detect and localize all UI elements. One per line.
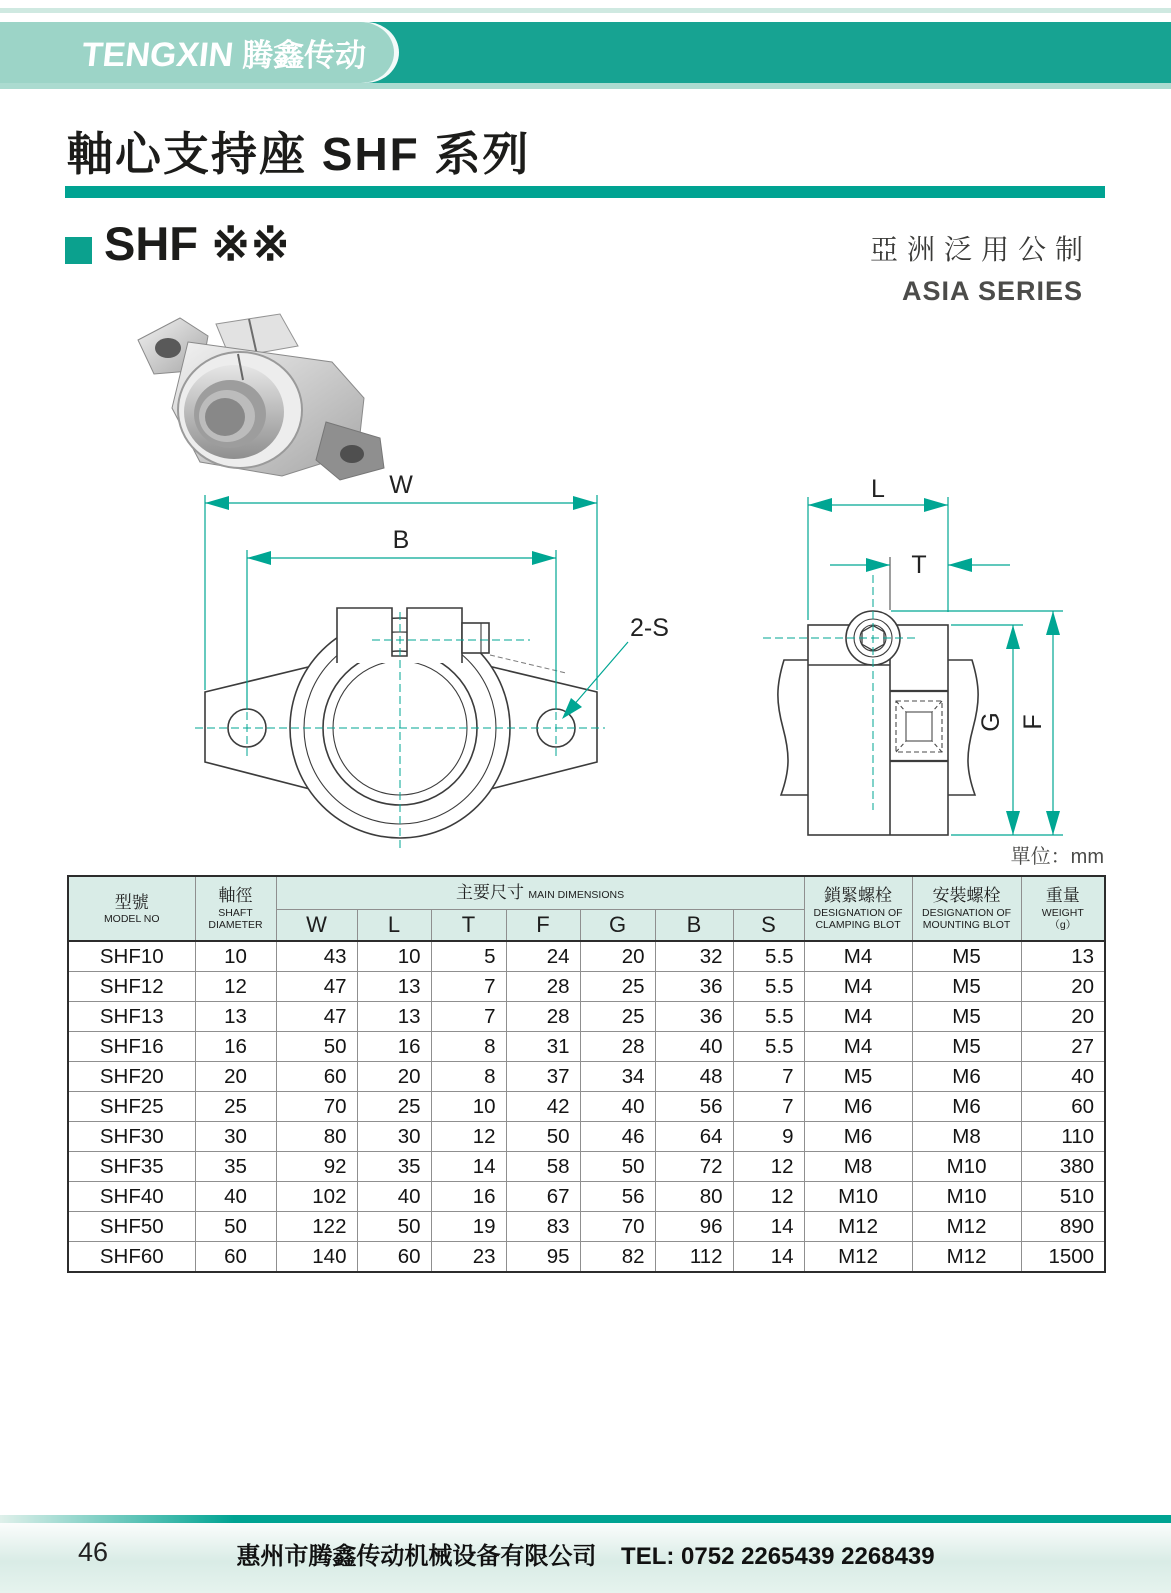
cell-value: M6 [804,1122,912,1152]
cell-value: M4 [804,1032,912,1062]
cell-value: 9 [733,1122,804,1152]
cell-value: 140 [276,1242,357,1273]
brand-logo [0,30,366,75]
cell-value: 28 [506,1002,580,1032]
cell-value: 50 [357,1212,431,1242]
cell-value: 16 [357,1032,431,1062]
cell-value: M5 [912,941,1021,972]
series-region [869,228,1092,307]
cell-value: 25 [357,1092,431,1122]
cell-value: 13 [1021,941,1105,972]
table-row [68,1212,1105,1242]
table-row [68,1122,1105,1152]
cell-value: 25 [580,972,655,1002]
col-header-clamping-bolt: 鎖緊螺栓 DESIGNATION OF CLAMPING BLOT [804,876,912,941]
cell-value: 14 [431,1152,506,1182]
col-header-w: W [276,910,357,942]
cell-value: 40 [1021,1062,1105,1092]
cell-value: 46 [580,1122,655,1152]
cell-value: 12 [733,1152,804,1182]
cell-value: 510 [1021,1182,1105,1212]
cell-value: 50 [276,1032,357,1062]
front-view-drawing [190,460,690,858]
cell-value: 13 [195,1002,276,1032]
footer-tel: TEL: 0752 2265439 2268439 [621,1543,935,1570]
cell-value: M12 [912,1242,1021,1273]
cell-value: M5 [804,1062,912,1092]
cell-value: 37 [506,1062,580,1092]
cell-value: 36 [655,972,733,1002]
col-header-shaft: 軸徑 SHAFT DIAMETER [195,876,276,941]
cell-value: 16 [431,1182,506,1212]
col-header-l: L [357,910,431,942]
banner-bottom-stripe [0,83,1171,89]
cell-value: 40 [195,1182,276,1212]
cell-value: 5 [431,941,506,972]
dim-label-g: G [977,712,1005,732]
cell-value: 47 [276,972,357,1002]
cell-value: 50 [195,1212,276,1242]
cell-value: 102 [276,1182,357,1212]
cell-value: 30 [357,1122,431,1152]
dim-label-w: W [389,471,413,499]
cell-value: M6 [804,1092,912,1122]
cell-value: 34 [580,1062,655,1092]
title-divider [65,186,1105,198]
cell-value: 890 [1021,1212,1105,1242]
cell-value: 43 [276,941,357,972]
cell-model: SHF12 [68,972,195,1002]
col-header-b: B [655,910,733,942]
col-header-g: G [580,910,655,942]
cell-value: 5.5 [733,1032,804,1062]
cell-model: SHF40 [68,1182,195,1212]
cell-value: 112 [655,1242,733,1273]
cell-value: 42 [506,1092,580,1122]
cell-value: 31 [506,1032,580,1062]
cell-value: 16 [195,1032,276,1062]
cell-value: M12 [804,1212,912,1242]
cell-value: 10 [195,941,276,972]
dim-label-l: L [871,475,885,503]
cell-value: 10 [357,941,431,972]
section-title: SHF ※※ [104,217,290,270]
dim-label-f: F [1019,714,1047,730]
cell-value: 13 [357,1002,431,1032]
col-header-t: T [431,910,506,942]
cell-value: 5.5 [733,972,804,1002]
logo-panel [0,22,394,83]
cell-value: M5 [912,972,1021,1002]
cell-model: SHF60 [68,1242,195,1273]
logo-text-cn: 腾鑫传动 [242,38,367,73]
table-body [68,941,1105,1272]
footer-company: 惠州市腾鑫传动机械设备有限公司 [236,1543,597,1570]
table-row [68,1002,1105,1032]
cell-value: 58 [506,1152,580,1182]
cell-value: 8 [431,1062,506,1092]
col-header-main-dimensions: 主要尺寸 MAIN DIMENSIONS [276,876,804,910]
cell-value: 72 [655,1152,733,1182]
page-number: 46 [78,1537,109,1567]
dim-label-b: B [392,526,410,554]
col-header-model: 型號 MODEL NO [68,876,195,941]
top-accent-stripe [0,8,1171,13]
table-row [68,1182,1105,1212]
cell-value: 48 [655,1062,733,1092]
cell-value: 25 [580,1002,655,1032]
cell-value: 92 [276,1152,357,1182]
logo-text-en: TENGXIN [80,36,236,74]
cell-value: 380 [1021,1152,1105,1182]
cell-value: 7 [431,972,506,1002]
cell-value: 60 [357,1242,431,1273]
cell-value: M4 [804,941,912,972]
cell-value: 64 [655,1122,733,1152]
cell-value: 20 [1021,972,1105,1002]
cell-value: 40 [357,1182,431,1212]
dim-label-t: T [911,551,927,579]
cell-model: SHF20 [68,1062,195,1092]
cell-value: 70 [276,1092,357,1122]
cell-value: 12 [195,972,276,1002]
cell-value: M12 [804,1242,912,1273]
cell-value: 56 [655,1092,733,1122]
cell-value: 28 [506,972,580,1002]
cell-value: 27 [1021,1032,1105,1062]
cell-value: M4 [804,972,912,1002]
cell-model: SHF16 [68,1032,195,1062]
cell-value: 20 [357,1062,431,1092]
cell-value: 83 [506,1212,580,1242]
cell-value: 40 [580,1092,655,1122]
dim-label-2s: 2-S [630,614,669,642]
table-row [68,1032,1105,1062]
unit-label: 單位：mm [1010,846,1104,868]
cell-value: M8 [912,1122,1021,1152]
cell-value: M6 [912,1062,1021,1092]
cell-value: M6 [912,1092,1021,1122]
cell-value: 23 [431,1242,506,1273]
cell-value: 13 [357,972,431,1002]
cell-value: 50 [506,1122,580,1152]
cell-value: M10 [912,1182,1021,1212]
table-row [68,1242,1105,1273]
cell-value: 20 [195,1062,276,1092]
cell-value: 5.5 [733,1002,804,1032]
cell-model: SHF30 [68,1122,195,1152]
table-row [68,941,1105,972]
cell-model: SHF25 [68,1092,195,1122]
cell-value: 122 [276,1212,357,1242]
cell-value: 95 [506,1242,580,1273]
header-banner [0,22,1171,83]
cell-value: M4 [804,1002,912,1032]
cell-value: 35 [195,1152,276,1182]
footer-company-line [0,1523,1171,1571]
cell-value: 7 [431,1002,506,1032]
col-header-f: F [506,910,580,942]
cell-value: 25 [195,1092,276,1122]
cell-value: 36 [655,1002,733,1032]
cell-value: 80 [655,1182,733,1212]
footer-divider [0,1515,1171,1523]
series-region-cn: 亞洲泛用公制 [869,234,1092,265]
cell-value: M10 [912,1152,1021,1182]
page-title: 軸心支持座 SHF 系列 [67,128,531,180]
cell-value: 30 [195,1122,276,1152]
cell-value: 24 [506,941,580,972]
table-row [68,1062,1105,1092]
cell-value: 70 [580,1212,655,1242]
table-row [68,1092,1105,1122]
cell-value: 60 [276,1062,357,1092]
cell-value: 12 [431,1122,506,1152]
cell-value: M8 [804,1152,912,1182]
cell-value: 80 [276,1122,357,1152]
cell-value: 35 [357,1152,431,1182]
cell-value: 47 [276,1002,357,1032]
cell-value: M5 [912,1032,1021,1062]
cell-value: 7 [733,1092,804,1122]
cell-value: 20 [580,941,655,972]
cell-value: 8 [431,1032,506,1062]
cell-model: SHF50 [68,1212,195,1242]
cell-model: SHF10 [68,941,195,972]
cell-value: 5.5 [733,941,804,972]
cell-value: 40 [655,1032,733,1062]
col-header-s: S [733,910,804,942]
cell-value: 12 [733,1182,804,1212]
cell-value: 10 [431,1092,506,1122]
cell-value: 28 [580,1032,655,1062]
cell-value: 67 [506,1182,580,1212]
cell-value: 7 [733,1062,804,1092]
cell-value: 60 [1021,1092,1105,1122]
section-bullet [65,237,92,264]
series-region-en: ASIA SERIES [901,276,1083,306]
cell-value: 1500 [1021,1242,1105,1273]
cell-value: 20 [1021,1002,1105,1032]
cell-value: M5 [912,1002,1021,1032]
col-header-weight: 重量 WEIGHT （g） [1021,876,1105,941]
cell-value: 19 [431,1212,506,1242]
cell-value: 110 [1021,1122,1105,1152]
side-view-drawing [755,460,1120,858]
table-row [68,972,1105,1002]
cell-value: M12 [912,1212,1021,1242]
col-header-mounting-bolt: 安裝螺栓 DESIGNATION OF MOUNTING BLOT [912,876,1021,941]
cell-value: 60 [195,1242,276,1273]
cell-value: 32 [655,941,733,972]
cell-value: 14 [733,1242,804,1273]
cell-value: 56 [580,1182,655,1212]
cell-value: 96 [655,1212,733,1242]
table-row [68,1152,1105,1182]
dimensions-table [67,875,1106,1273]
cell-value: 82 [580,1242,655,1273]
cell-model: SHF13 [68,1002,195,1032]
footer [0,1523,1171,1593]
cell-value: M10 [804,1182,912,1212]
cell-value: 14 [733,1212,804,1242]
cell-value: 50 [580,1152,655,1182]
cell-model: SHF35 [68,1152,195,1182]
